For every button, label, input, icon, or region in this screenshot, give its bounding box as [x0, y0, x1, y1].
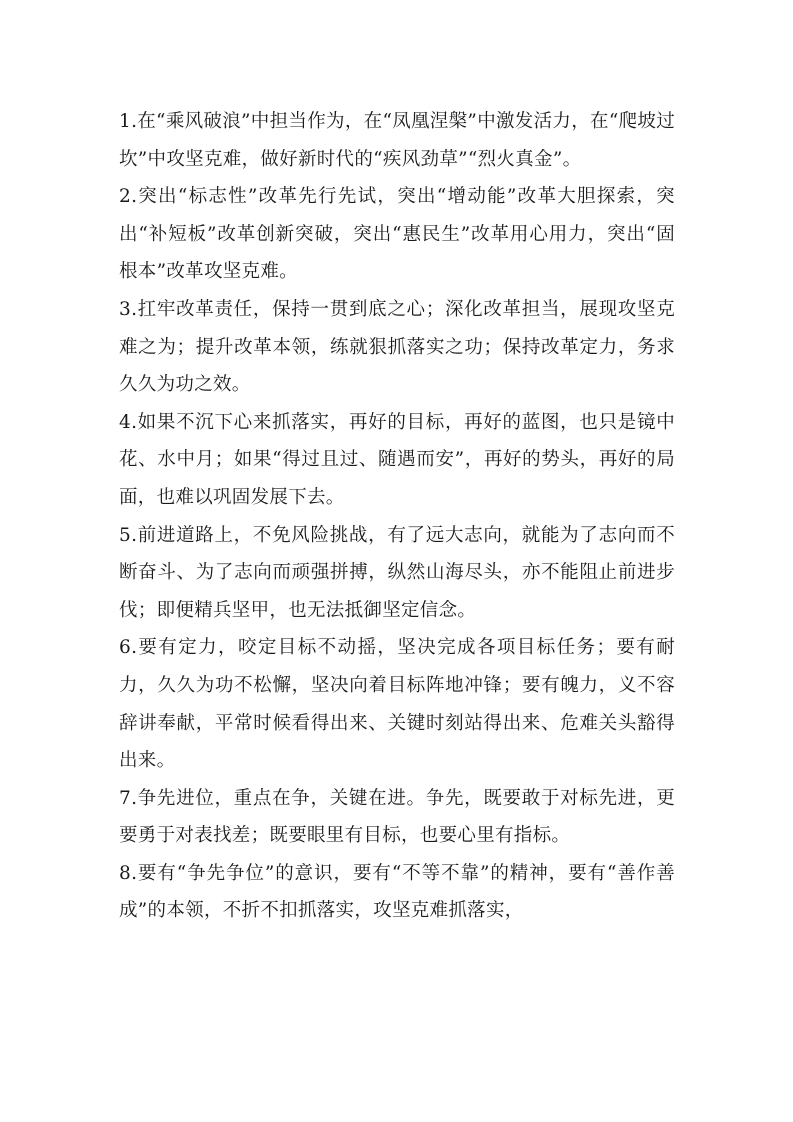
- paragraph-8: 8.要有“争先争位”的意识，要有“不等不靠”的精神，要有“善作善成”的本领，不折不扣抓落实，攻坚克难抓落实，: [119, 862, 675, 922]
- paragraph-7: 7.争先进位，重点在争，关键在进。争先，既要敢于对标先进，更要勇于对表找差；既要眼里有目标，也要心里有指标。: [119, 787, 675, 847]
- document-body: [119, 103, 675, 930]
- paragraph-4: 4.如果不沉下心来抓落实，再好的目标，再好的蓝图，也只是镜中花、水中月；如果“得过且过、随遇而安”，再好的势头，再好的局面，也难以巩固发展下去。: [119, 411, 675, 508]
- paragraph-2: 2.突出“标志性”改革先行先试，突出“增动能”改革大胆探索，突出“补短板”改革创新突破，突出“惠民生”改革用心用力，突出“固根本”改革攻坚克难。: [119, 186, 675, 283]
- paragraph-3: 3.扛牢改革责任，保持一贯到底之心；深化改革担当，展现攻坚克难之为；提升改革本领，练就狠抓落实之功；保持改革定力，务求久久为功之效。: [119, 298, 675, 396]
- paragraph-5: 5.前进道路上，不免风险挑战，有了远大志向，就能为了志向而不断奋斗、为了志向而顽强拼搏，纵然山海尽头，亦不能阻止前进步伐；即便精兵坚甲，也无法抵御坚定信念。: [119, 524, 675, 621]
- paragraph-6: 6.要有定力，咬定目标不动摇，坚决完成各项目标任务；要有耐力，久久为功不松懈，坚决向着目标阵地冲锋；要有魄力，义不容辞讲奉献，平常时候看得出来、关键时刻站得出来、危难关头豁得出来。: [119, 637, 675, 772]
- paragraph-1: 1.在“乘风破浪”中担当作为，在“凤凰涅槃”中激发活力，在“爬坡过坎”中攻坚克难，做好新时代的“疾风劲草”“烈火真金”。: [119, 111, 675, 170]
